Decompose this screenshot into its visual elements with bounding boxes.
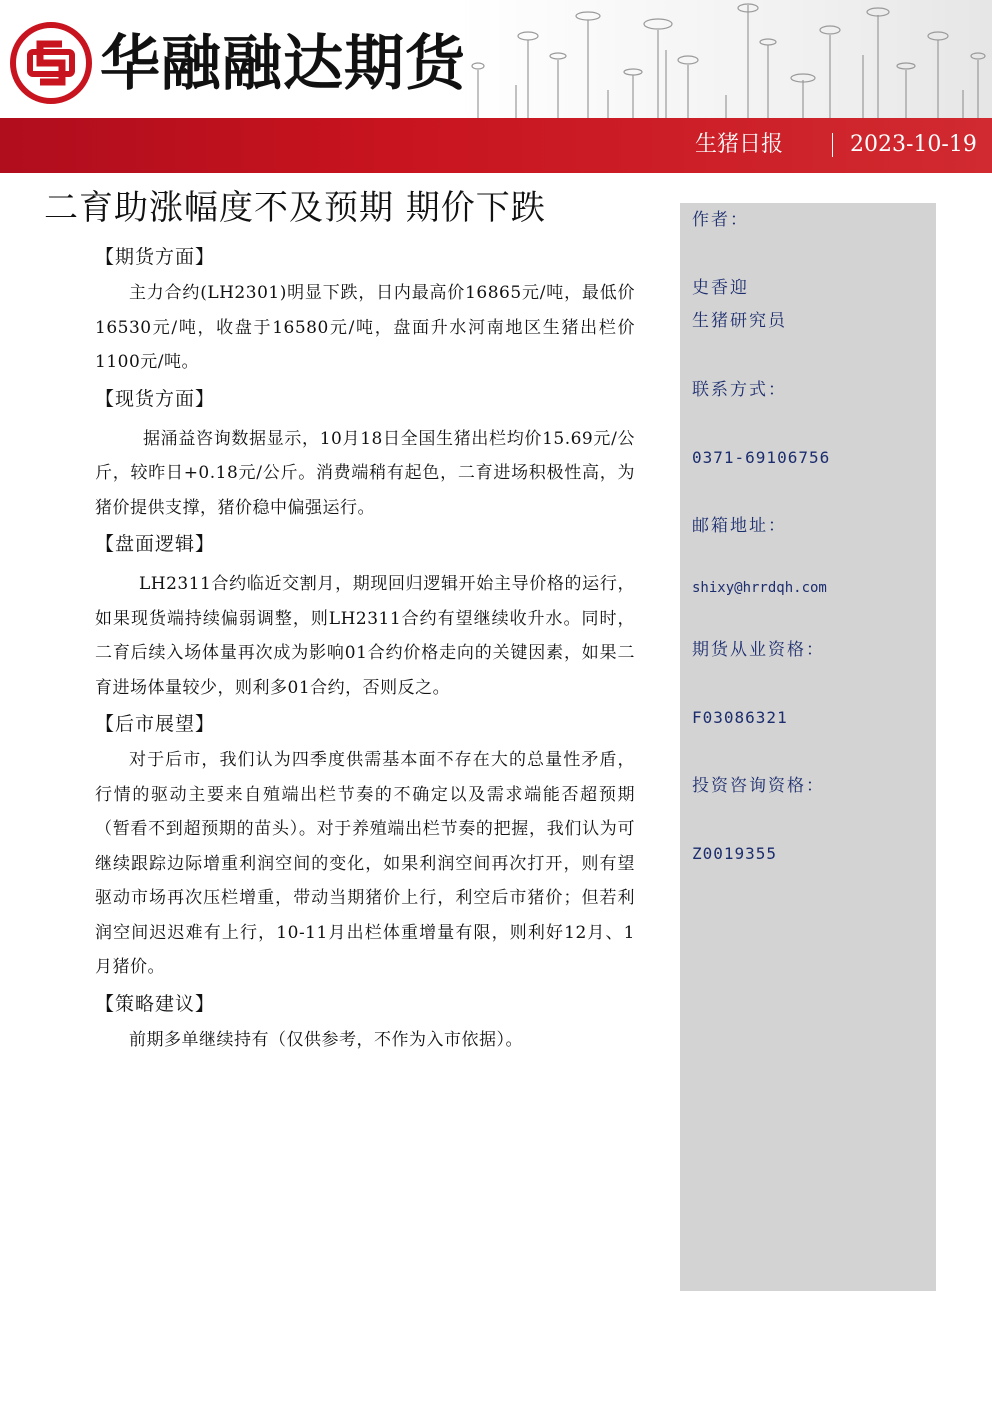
author-sidebar <box>680 203 936 1291</box>
report-type: 生猪日报 <box>695 132 784 157</box>
report-date: 2023-10-19 <box>850 132 977 157</box>
header-decoration <box>458 0 992 118</box>
section-body-strategy: 前期多单继续持有（仅供参考，不作为入市依据）。 <box>129 1029 523 1050</box>
investment-qualification-label: 投资咨询资格： <box>692 776 825 796</box>
futures-qualification-number: F03086321 <box>692 708 788 727</box>
section-heading-logic: 【盘面逻辑】 <box>95 533 216 555</box>
main-content <box>95 240 635 1059</box>
email-address: shixy@hrrdqh.com <box>692 580 827 596</box>
section-body-outlook: 对于后市，我们认为四季度供需基本面不存在大的总量性矛盾，行情的驱动主要来自殖端出栏节奏的不确定以及需求端能否超预期（暂看不到超预期的苗头）。对于养殖端出栏节奏的把握，我们认为可继续跟踪边际增重利润空间的变化，如果利润空间再次打开，则有望驱动市场再次压栏增重，带动当期猪价上行，利空后市猪价；但若利润空间迟迟难有上行，10-11月出栏体重增量有限，则利好12月、1月猪价。 <box>95 750 635 977</box>
report-title: 二育助涨幅度不及预期 期价下跌 <box>44 188 546 228</box>
investment-qualification-number: Z0019355 <box>692 844 778 863</box>
section-heading-futures: 【期货方面】 <box>95 246 216 268</box>
section-body-futures: 主力合约(LH2301)明显下跌，日内最高价16865元/吨，最低价16530元/吨，收盘于16580元/吨，盘面升水河南地区生猪出栏价1100元/吨。 <box>95 283 635 372</box>
header-band <box>0 118 992 173</box>
author-name: 史香迎 <box>692 278 749 298</box>
section-body-logic: LH2311合约临近交割月，期现回归逻辑开始主导价格的运行，如果现货端持续偏弱调整，则LH2311合约有望继续收升水。同时，二育后续入场体量再次成为影响01合约价格走向的关键因素，如果二育进场体量较少，则利多01合约，否则反之。 <box>95 574 635 698</box>
futures-qualification-label: 期货从业资格： <box>692 640 825 660</box>
section-heading-outlook: 【后市展望】 <box>95 713 216 735</box>
phone-number: 0371-69106756 <box>692 448 831 467</box>
section-heading-spot: 【现货方面】 <box>95 387 216 410</box>
company-logo <box>10 22 92 104</box>
author-title: 生猪研究员 <box>692 311 787 331</box>
header-divider <box>832 133 833 157</box>
author-label: 作者： <box>692 210 749 230</box>
email-label: 邮箱地址： <box>692 516 787 536</box>
section-body-spot: 据涌益咨询数据显示，10月18日全国生猪出栏均价15.69元/公斤，较昨日+0.18元/公斤。消费端稍有起色，二育进场积极性高，为猪价提供支撑，猪价稳中偏强运行。 <box>95 428 635 518</box>
brand-name: 华融融达期货 <box>100 29 466 99</box>
section-heading-strategy: 【策略建议】 <box>95 992 216 1015</box>
contact-label: 联系方式： <box>692 380 787 400</box>
